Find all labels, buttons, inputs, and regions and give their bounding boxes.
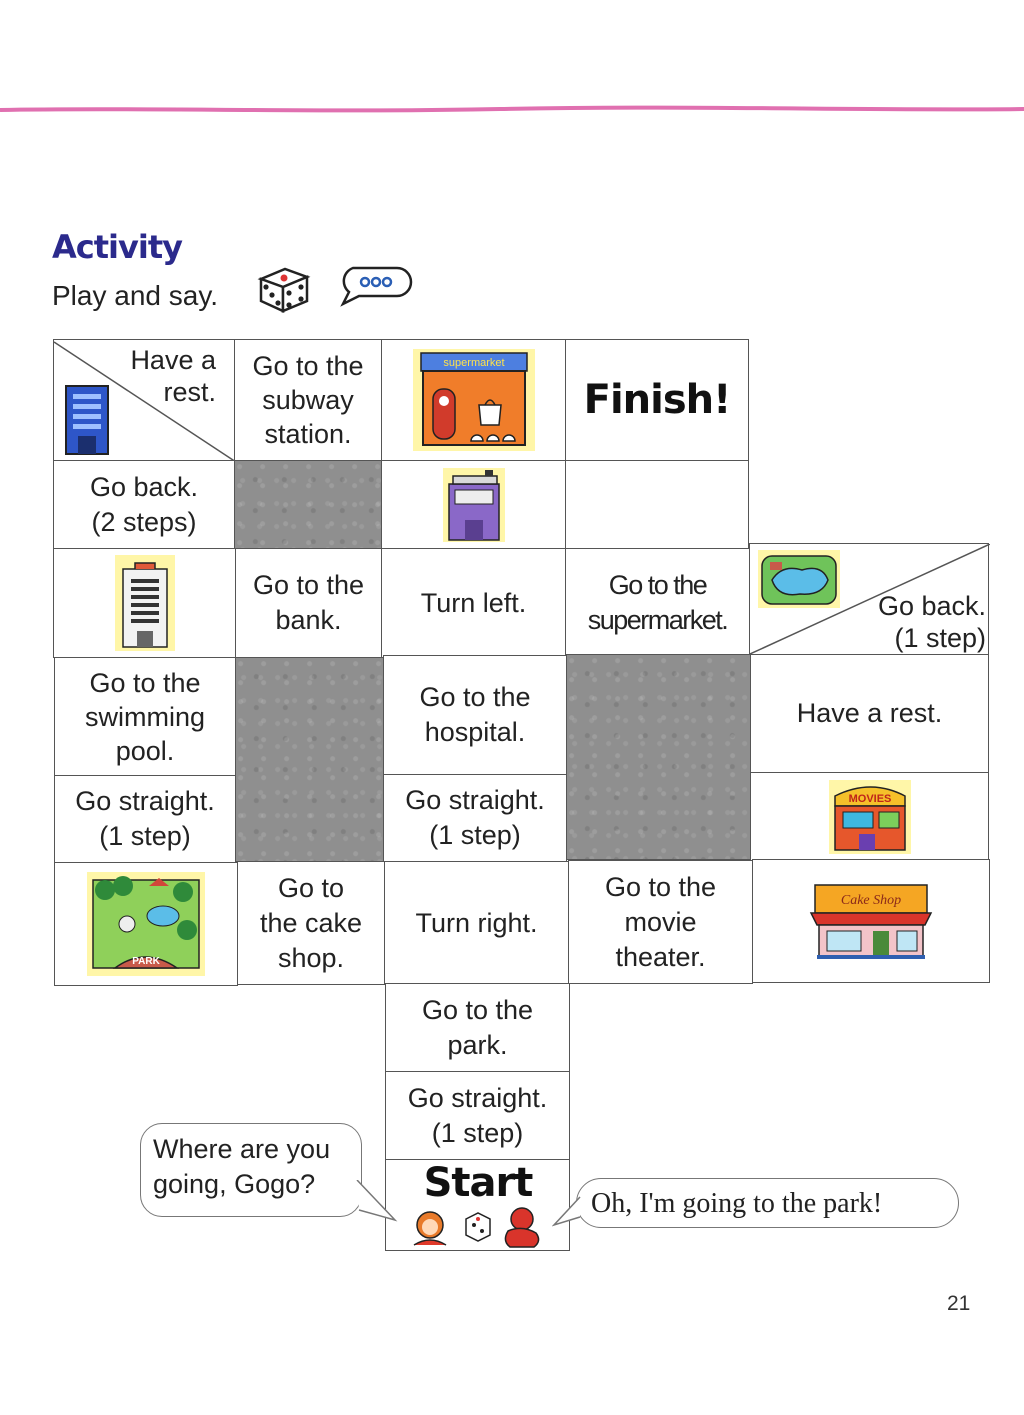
square-text: Have a rest. xyxy=(796,698,943,728)
kids-and-dice-icon xyxy=(404,1205,554,1249)
cake-shop-icon xyxy=(809,881,933,961)
square-text: Have a rest. xyxy=(130,345,216,407)
square-text: Go to the cake shop. xyxy=(259,872,363,973)
speech-tail xyxy=(355,1180,400,1225)
gray-square xyxy=(234,460,382,549)
square-text: Go straight. (1 step) xyxy=(405,785,545,850)
square-go-to-cake-shop[interactable] xyxy=(237,861,385,985)
square-hospital[interactable] xyxy=(381,460,566,549)
square-supermarket[interactable] xyxy=(381,339,566,461)
square-text: Go to the subway station. xyxy=(252,351,364,449)
cake-shop-sign: Cake Shop xyxy=(840,893,902,908)
square-text: Turn right. xyxy=(415,907,538,938)
start-label: Start xyxy=(423,1160,533,1206)
speech-bubble-answer xyxy=(576,1178,959,1228)
movie-theater-icon xyxy=(829,780,911,854)
square-go-to-movie-theater[interactable] xyxy=(568,860,753,984)
square-go-to-park[interactable] xyxy=(385,983,570,1072)
dice-icon xyxy=(255,265,311,315)
square-movie-theater[interactable] xyxy=(750,772,989,861)
gray-square xyxy=(566,654,751,860)
park-sign: PARK xyxy=(132,956,160,967)
square-go-straight[interactable] xyxy=(383,774,567,862)
square-text: Go back. (1 step) xyxy=(877,591,986,653)
square-text: Go to the bank. xyxy=(252,570,365,635)
square-go-straight[interactable] xyxy=(385,1071,570,1160)
activity-title: Activity xyxy=(52,228,182,266)
hospital-icon xyxy=(443,468,505,542)
swimming-pool-icon xyxy=(758,550,840,608)
square-park[interactable] xyxy=(54,862,238,986)
square-text: Go to the supermarket. xyxy=(587,570,728,635)
square-have-a-rest-subway[interactable] xyxy=(53,339,235,461)
square-bank-building[interactable] xyxy=(53,548,236,658)
speech-bubble-question xyxy=(140,1123,362,1217)
square-turn-left[interactable] xyxy=(381,548,566,658)
square-pool-go-back[interactable] xyxy=(749,543,989,655)
dialogue-question: Where are you going, Gogo? xyxy=(153,1134,331,1199)
supermarket-icon xyxy=(413,349,535,451)
subway-station-icon xyxy=(64,384,110,456)
speech-tail xyxy=(552,1195,582,1230)
square-text: Go straight. (1 step) xyxy=(75,786,215,851)
square-text: Turn left. xyxy=(420,587,527,618)
square-text: Go to the swimming pool. xyxy=(84,667,205,766)
square-text: Go to the park. xyxy=(421,994,534,1060)
page-number: 21 xyxy=(947,1292,971,1315)
activity-instruction: Play and say. xyxy=(52,280,219,311)
square-go-to-subway[interactable] xyxy=(234,339,382,461)
square-turn-right[interactable] xyxy=(384,861,569,985)
square-go-to-swimming-pool[interactable] xyxy=(54,657,236,776)
square-go-back-2[interactable] xyxy=(53,460,235,549)
square-text: Go to the hospital. xyxy=(419,682,531,747)
square-have-a-rest[interactable] xyxy=(750,654,989,773)
park-icon xyxy=(87,872,205,976)
movies-sign: MOVIES xyxy=(848,792,891,805)
square-go-to-hospital[interactable] xyxy=(383,655,567,775)
bank-building-icon xyxy=(115,555,175,651)
speech-bubble-icon xyxy=(335,264,413,308)
square-finish[interactable] xyxy=(565,339,749,461)
square-text: Go to the movie theater. xyxy=(604,871,717,972)
gray-square xyxy=(235,657,384,862)
square-go-to-supermarket[interactable] xyxy=(565,548,750,658)
square-blank[interactable] xyxy=(565,460,749,549)
square-text: Go back. (2 steps) xyxy=(89,471,199,537)
dialogue-answer: Oh, I'm going to the park! xyxy=(591,1188,883,1219)
square-go-straight[interactable] xyxy=(54,775,236,863)
supermarket-sign: supermarket xyxy=(442,357,505,369)
decorative-rule xyxy=(0,103,1024,117)
square-go-to-bank[interactable] xyxy=(235,548,382,658)
finish-label: Finish! xyxy=(583,376,731,423)
square-text: Go straight. (1 step) xyxy=(407,1082,548,1148)
square-cake-shop[interactable] xyxy=(752,859,990,983)
